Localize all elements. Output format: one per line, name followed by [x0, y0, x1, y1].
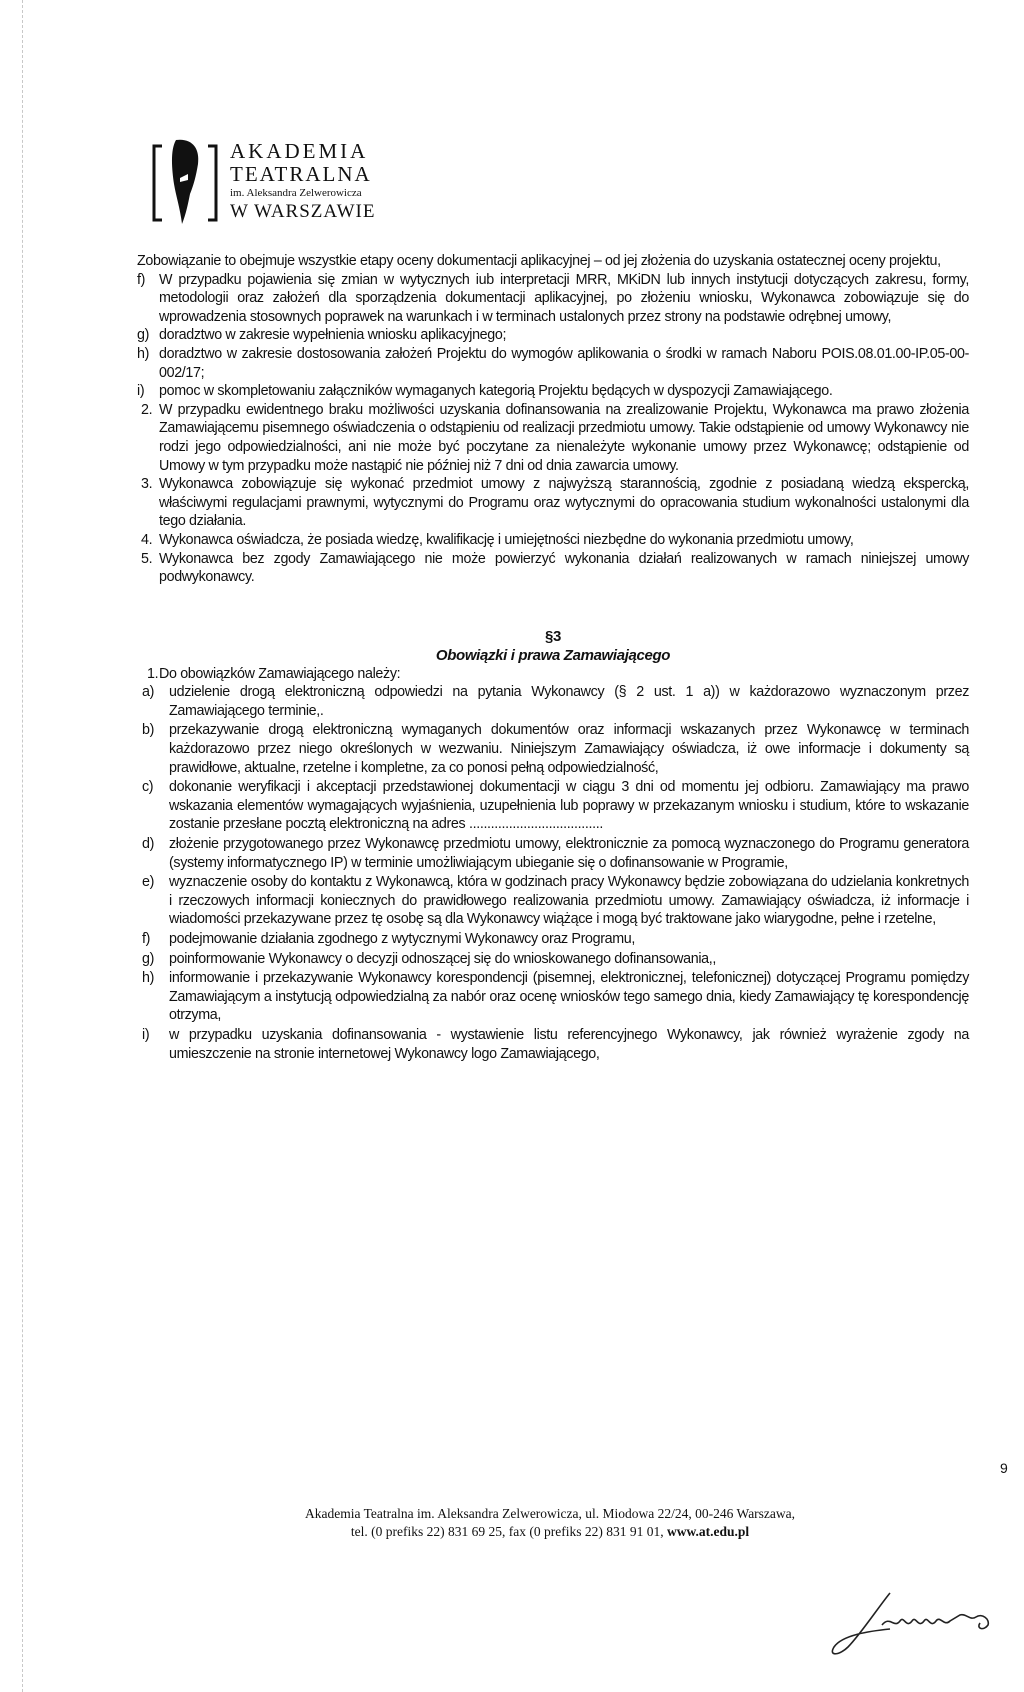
item-text: Wykonawca bez zgody Zamawiającego nie może powierzyć wykonania działań realizowanych w ramach niniejszej umowy podwykonawcy.	[159, 550, 969, 586]
item-number: 4.	[141, 531, 153, 548]
list-item	[137, 683, 969, 720]
mask-logo-icon	[152, 138, 218, 226]
logo-line-patron: im. Aleksandra Zelwerowicza	[230, 187, 362, 199]
item-label: i)	[142, 1026, 150, 1043]
item-text: poinformowanie Wykonawcy o decyzji odnoszącej się do wnioskowanego dofinansowania,,	[169, 950, 716, 967]
list-item	[137, 326, 969, 345]
item-label: e)	[142, 874, 155, 891]
item-text: doradztwo w zakresie dostosowania założeń Projektu do wymogów aplikowania o środki w ramach Naboru POIS.08.01.00-IP.05-00-002/17;	[159, 345, 969, 381]
item-label: b)	[142, 722, 155, 739]
item-text: podejmowanie działania zgodnego z wytycznymi Wykonawcy oraz Programu,	[169, 931, 636, 947]
list-item	[137, 969, 969, 1025]
item-text: W przypadku pojawienia się zmian w wytycznych iub interpretacji MRR, MKiDN lub innych instytucji dotyczących zakresu, formy, metodologii oraz założeń dla sporządzenia dokumentacji aplikacyjnej, po złożeniu wniosku, Wykonawca zobowiązuje się do wprowadzenia stosownych poprawek na warunkach i w terminach ustalonych przez strony na podstawie odrębnej umowy,	[159, 271, 969, 325]
numbered-item	[137, 475, 969, 531]
item-label: d)	[142, 836, 155, 853]
logo-line-city: W WARSZAWIE	[230, 201, 376, 222]
handwritten-signature	[820, 1585, 1020, 1665]
list-item	[137, 345, 969, 382]
section-title: Obowiązki i prawa Zamawiającego	[435, 646, 671, 664]
item-text: pomoc w skompletowaniu załączników wymaganych kategorią Projektu będących w dyspozycji Zamawiającego.	[159, 383, 833, 400]
footer-website-link[interactable]: www.at.edu.pl	[666, 1524, 750, 1539]
list-item	[137, 271, 969, 327]
item-text: złożenie przygotowanego przez Wykonawcę przedmiotu umowy, elektronicznie za pomocą wyznaczonego do Programu generatora (systemy informatycznego IP) w terminie umożliwiającym ubieganie się o dofinansowanie w Programie,	[169, 836, 969, 871]
item-label: a)	[142, 684, 155, 701]
item-text: przekazywanie drogą elektroniczną wymaganych dokumentów oraz informacji wskazanych przez Wykonawcę w terminach każdorazowo przez niego określonych w wezwaniu. Niniejszym Zamawiający oświadcza, iż owe informacje i dokumenty są prawidłowe, aktualne, rzetelne i kompletne, za co ponosi pełną odpowiedzialność,	[169, 722, 969, 776]
item-label: c)	[142, 779, 154, 796]
section-point	[137, 665, 969, 684]
numbered-list	[137, 401, 969, 587]
document-body	[137, 252, 969, 1064]
list-item	[137, 721, 969, 777]
section-number: §3	[545, 627, 561, 645]
footer-contact	[200, 1523, 900, 1541]
list-item	[137, 950, 969, 969]
list-item	[137, 873, 969, 929]
list-item	[137, 835, 969, 872]
numbered-item	[137, 531, 969, 550]
item-text: doradztwo w zakresie wypełnienia wniosku aplikacyjnego;	[159, 327, 507, 344]
top-items-list	[137, 271, 969, 401]
scan-edge-line	[22, 0, 23, 1692]
page-number: 9	[1000, 1460, 1008, 1476]
point-text: Do obowiązków Zamawiającego należy:	[159, 665, 401, 682]
item-label: f)	[142, 931, 151, 947]
list-item	[137, 382, 969, 401]
footer-address: Akademia Teatralna im. Aleksandra Zelwerowicza, ul. Miodowa 22/24, 00-246 Warszawa,	[304, 1506, 796, 1521]
item-text: dokonanie weryfikacji i akceptacji przedstawionej dokumentacji w ciągu 3 dni od momentu jej odbioru. Zamawiający ma prawo wskazania elementów wymagających wyjaśnienia, uzupełnienia lub poprawy w przekazanym wniosku i studium, które to wskazanie zostanie przesłane pocztą elektroniczną na adres .....................................	[169, 779, 969, 833]
logo-wordmark	[230, 140, 375, 224]
item-text: informowanie i przekazywanie Wykonawcy korespondencji (pisemnej, elektronicznej, telefonicznej) dotyczącej Programu pomiędzy Zamawiającym a instytucją odpowiedzialną za nabór oraz ocenę wniosków tego samego dnia, kiedy Zamawiający tę korespondencję otrzyma,	[169, 970, 969, 1024]
item-number: 5.	[141, 550, 153, 567]
numbered-item	[137, 401, 969, 475]
page-footer	[200, 1505, 900, 1541]
item-text: W przypadku ewidentnego braku możliwości uzyskania dofinansowania na zrealizowanie Projektu, Wykonawca ma prawo złożenia Zamawiającemu pisemnego oświadczenia o odstąpieniu od realizacji przedmiotu umowy. Takie odstąpienie od umowy Wykonawcy nie rodzi jego odpowiedzialności, ani nie może być poczytane za nienależyte wykonanie umowy przez Wykonawcę; odstąpienie od Umowy w tym przypadku może nastąpić nie później niż 7 dni od dnia zawarcia umowy.	[159, 401, 969, 474]
item-text: w przypadku uzyskania dofinansowania - wystawienie listu referencyjnego Wykonawcy, jak również wyrażenie zgody na umieszczenie na stronie internetowej Wykonawcy logo Zamawiającego,	[169, 1026, 969, 1062]
item-number: 2.	[141, 401, 153, 418]
footer-phone-fax: tel. (0 prefiks 22) 831 69 25, fax (0 prefiks 22) 831 91 01,	[350, 1524, 664, 1539]
numbered-item	[137, 550, 969, 587]
item-number: 3.	[141, 476, 153, 493]
list-item	[137, 1026, 969, 1063]
item-text: udzielenie drogą elektroniczną odpowiedzi na pytania Wykonawcy (§ 2 ust. 1 a)) w każdorazowo wyznaczonym przez Zamawiającego terminie,.	[169, 684, 969, 719]
item-label: g)	[142, 950, 155, 967]
item-text: wyznaczenie osoby do kontaktu z Wykonawcą, która w godzinach pracy Wykonawcy będzie zobowiązana do udzielania konkretnych i rzeczowych informacji koniecznych do prawidłowego realizowania przedmiotu umowy. Zamawiający oświadcza, iż informacje i wiadomości przekazywane przez tę osobę są dla Wykonawcy wiążące i mogą być traktowane jako wiarygodne, pełne i rzetelne,	[169, 874, 969, 928]
item-label: f)	[137, 271, 146, 288]
item-label: i)	[137, 383, 145, 400]
list-item	[137, 778, 969, 834]
item-text: Wykonawca zobowiązuje się wykonać przedmiot umowy z najwyższą starannością, zgodnie z posiadaną wiedzą ekspercką, właściwymi regulacjami prawnymi, wytycznymi do Programu oraz wytycznymi do opracowania studium wykonalności ustalonymi dla tego działania.	[159, 476, 969, 530]
intro-paragraph: Zobowiązanie to obejmuje wszystkie etapy oceny dokumentacji aplikacyjnej – od jej złożenia do uzyskania ostatecznej oceny projektu,	[137, 253, 941, 269]
item-label: g)	[137, 327, 150, 344]
item-label: h)	[137, 345, 150, 362]
institution-logo	[152, 130, 412, 230]
item-text: Wykonawca oświadcza, że posiada wiedzę, kwalifikację i umiejętności niezbędne do wykonania przedmiotu umowy,	[159, 531, 854, 548]
section-items-list	[137, 683, 969, 1063]
point-number: 1.	[147, 665, 159, 682]
item-label: h)	[142, 970, 155, 987]
logo-line-teatralna: TEATRALNA	[230, 162, 372, 186]
logo-line-akademia: AKADEMIA	[230, 139, 369, 163]
list-item	[137, 930, 969, 949]
